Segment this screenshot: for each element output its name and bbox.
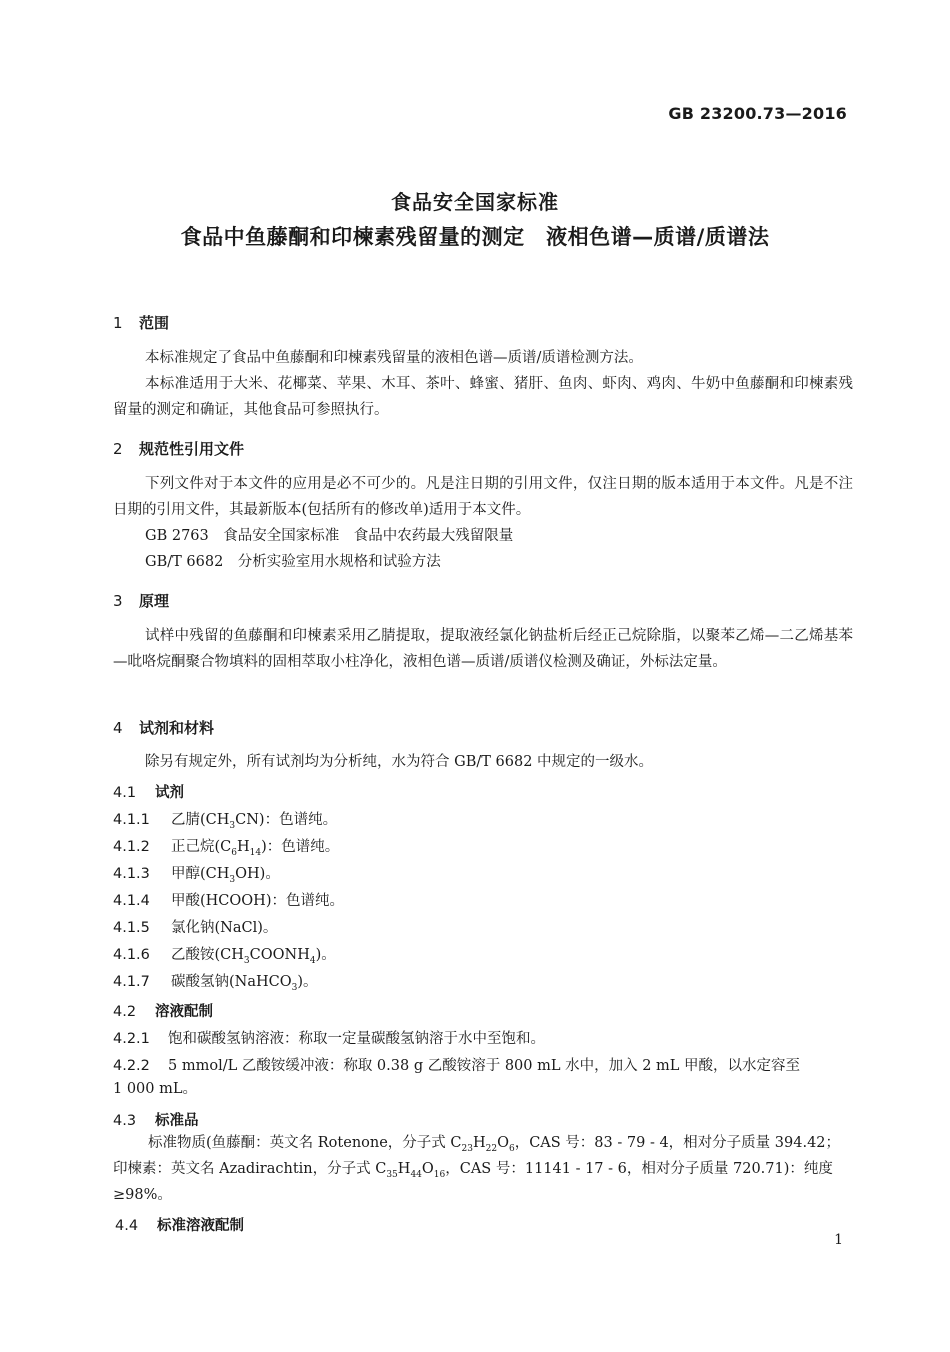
reagent-item <box>113 916 277 939</box>
solution-item <box>113 1054 800 1075</box>
standard-substance-line-2 <box>113 1156 833 1188</box>
item-text: 。 <box>265 866 280 882</box>
reagent-item <box>113 808 337 831</box>
section-title: 原理 <box>139 592 170 610</box>
text: H <box>472 1135 486 1151</box>
item-text: 。 <box>262 920 278 936</box>
subscript: 6 <box>508 1143 515 1154</box>
section-number: 2 <box>113 440 123 458</box>
subsection-4-1-heading <box>113 781 184 802</box>
subscript: 3 <box>229 820 236 831</box>
subsection-4-2-heading <box>113 1000 213 1021</box>
subscript: 4 <box>309 955 316 966</box>
subscript: 16 <box>433 1169 446 1180</box>
subscript: 22 <box>485 1143 498 1154</box>
item-number: 4.1.3 <box>113 866 150 882</box>
subsection-title: 标准溶液配制 <box>157 1218 244 1234</box>
reference-gb2763: GB 2763 食品安全国家标准 食品中农药最大残留限量 <box>145 528 514 544</box>
page-number: 1 <box>834 1232 843 1248</box>
reagent-item <box>113 970 318 993</box>
item-text: ：色谱纯。 <box>271 893 344 909</box>
item-text: 。 <box>303 974 318 990</box>
text: ，CAS 号：11141 - 17 - 6，相对分子质量 720.71)：纯度 <box>445 1161 833 1177</box>
subscript: 44 <box>410 1169 422 1180</box>
document-title-line2: 食品中鱼藤酮和印楝素残留量的测定 液相色谱—质谱/质谱法 <box>180 225 770 249</box>
section-number: 4 <box>113 719 123 737</box>
item-text: 氯化钠(NaCl) <box>171 920 263 936</box>
item-number: 4.1.1 <box>113 812 150 828</box>
text: O <box>421 1161 434 1177</box>
subscript: 3 <box>243 955 250 966</box>
section-1-heading <box>113 312 169 333</box>
section-title: 试剂和材料 <box>139 719 215 737</box>
standard-code: GB 23200.73—2016 <box>668 104 847 123</box>
subscript: 23 <box>461 1143 473 1154</box>
item-number: 4.1.6 <box>113 947 150 963</box>
item-text: 碳酸氢钠(NaHCO <box>171 974 292 990</box>
standard-substance-line-3: ≥98%。 <box>113 1187 172 1203</box>
subscript: 3 <box>291 982 298 993</box>
subsection-title: 标准品 <box>155 1113 199 1129</box>
section-title: 范围 <box>139 314 170 332</box>
subsection-title: 溶液配制 <box>155 1004 213 1020</box>
item-text: ) <box>297 974 304 990</box>
item-number: 4.2.1 <box>113 1031 150 1047</box>
section-3-heading <box>113 590 169 611</box>
item-text: 正己烷(C <box>171 839 232 855</box>
section-3-paragraph-1: 试样中残留的鱼藤酮和印楝素采用乙腈提取，提取液经氯化钠盐析后经正己烷除脂，以聚苯乙烯—二乙烯基苯—吡咯烷酮聚合物填料的固相萃取小柱净化，液相色谱—质谱/质谱仪检测及确证，外标法定量。 <box>113 628 853 670</box>
text: 印楝素：英文名 Azadirachtin，分子式 C <box>113 1161 387 1177</box>
item-number: 4.1.5 <box>113 920 150 936</box>
item-text: 乙酸铵(CH <box>171 947 244 963</box>
item-text: OH) <box>235 866 266 882</box>
item-text: )。 <box>315 947 336 963</box>
subscript: 3 <box>229 874 236 885</box>
reference-gbt6682: GB/T 6682 分析实验室用水规格和试验方法 <box>145 554 441 570</box>
reagent-item <box>113 835 339 858</box>
item-text: COONH <box>249 947 310 963</box>
item-text: H <box>237 839 250 855</box>
section-4-paragraph-1: 除另有规定外，所有试剂均为分析纯，水为符合 GB/T 6682 中规定的一级水。 <box>145 754 654 770</box>
item-text: 饱和碳酸氢钠溶液：称取一定量碳酸氢钠溶于水中至饱和。 <box>168 1031 545 1047</box>
subscript: 6 <box>231 847 237 858</box>
reagent-item <box>113 862 280 885</box>
item-text: ：色谱纯。 <box>264 812 338 828</box>
text: H <box>397 1161 411 1177</box>
item-text: 乙腈(CH <box>171 812 230 828</box>
subsection-number: 4.1 <box>113 785 137 801</box>
section-1-paragraph-2: 本标准适用于大米、花椰菜、苹果、木耳、茶叶、蜂蜜、猪肝、鱼肉、虾肉、鸡肉、牛奶中鱼藤酮和印楝素残留量的测定和确证，其他食品可参照执行。 <box>113 376 853 418</box>
item-number: 4.1.2 <box>113 839 150 855</box>
subsection-number: 4.2 <box>113 1004 137 1020</box>
section-4-heading <box>113 717 214 738</box>
item-number: 4.2.2 <box>113 1058 150 1074</box>
section-number: 1 <box>113 314 123 332</box>
text: 标准物质(鱼藤酮：英文名 Rotenone，分子式 C <box>148 1135 462 1151</box>
solution-item-continuation: 1 000 mL。 <box>113 1081 197 1097</box>
item-text: 甲醇(CH <box>171 866 230 882</box>
subsection-4-4-heading <box>115 1214 244 1235</box>
item-text: 甲酸(HCOOH) <box>171 893 272 909</box>
text: O <box>497 1135 509 1151</box>
item-number: 4.1.4 <box>113 893 150 909</box>
section-1-paragraph-1: 本标准规定了食品中鱼藤酮和印楝素残留量的液相色谱—质谱/质谱检测方法。 <box>145 350 643 366</box>
subsection-number: 4.4 <box>115 1218 139 1234</box>
subsection-title: 试剂 <box>155 785 184 801</box>
reagent-item <box>113 943 336 966</box>
subscript: 35 <box>386 1169 398 1180</box>
subsection-number: 4.3 <box>113 1113 137 1129</box>
item-number: 4.1.7 <box>113 974 150 990</box>
subscript: 14 <box>249 847 262 858</box>
subsection-4-3-heading <box>113 1109 199 1130</box>
solution-item <box>113 1027 545 1048</box>
reagent-item <box>113 889 344 912</box>
item-text: 5 mmol/L 乙酸铵缓冲液：称取 0.38 g 乙酸铵溶于 800 mL 水中，加入 2 mL 甲酸，以水定容至 <box>168 1058 801 1074</box>
item-text: )：色谱纯。 <box>261 839 340 855</box>
section-2-paragraph-1: 下列文件对于本文件的应用是必不可少的。凡是注日期的引用文件，仅注日期的版本适用于本文件。凡是不注日期的引用文件，其最新版本(包括所有的修改单)适用于本文件。 <box>113 476 853 518</box>
text: ，CAS 号：83 - 79 - 4，相对分子质量 394.42； <box>514 1135 841 1151</box>
document-title-line1: 食品安全国家标准 <box>391 190 559 214</box>
section-title: 规范性引用文件 <box>139 440 245 458</box>
item-text: CN) <box>235 812 265 828</box>
section-2-heading <box>113 438 244 459</box>
section-number: 3 <box>113 592 123 610</box>
